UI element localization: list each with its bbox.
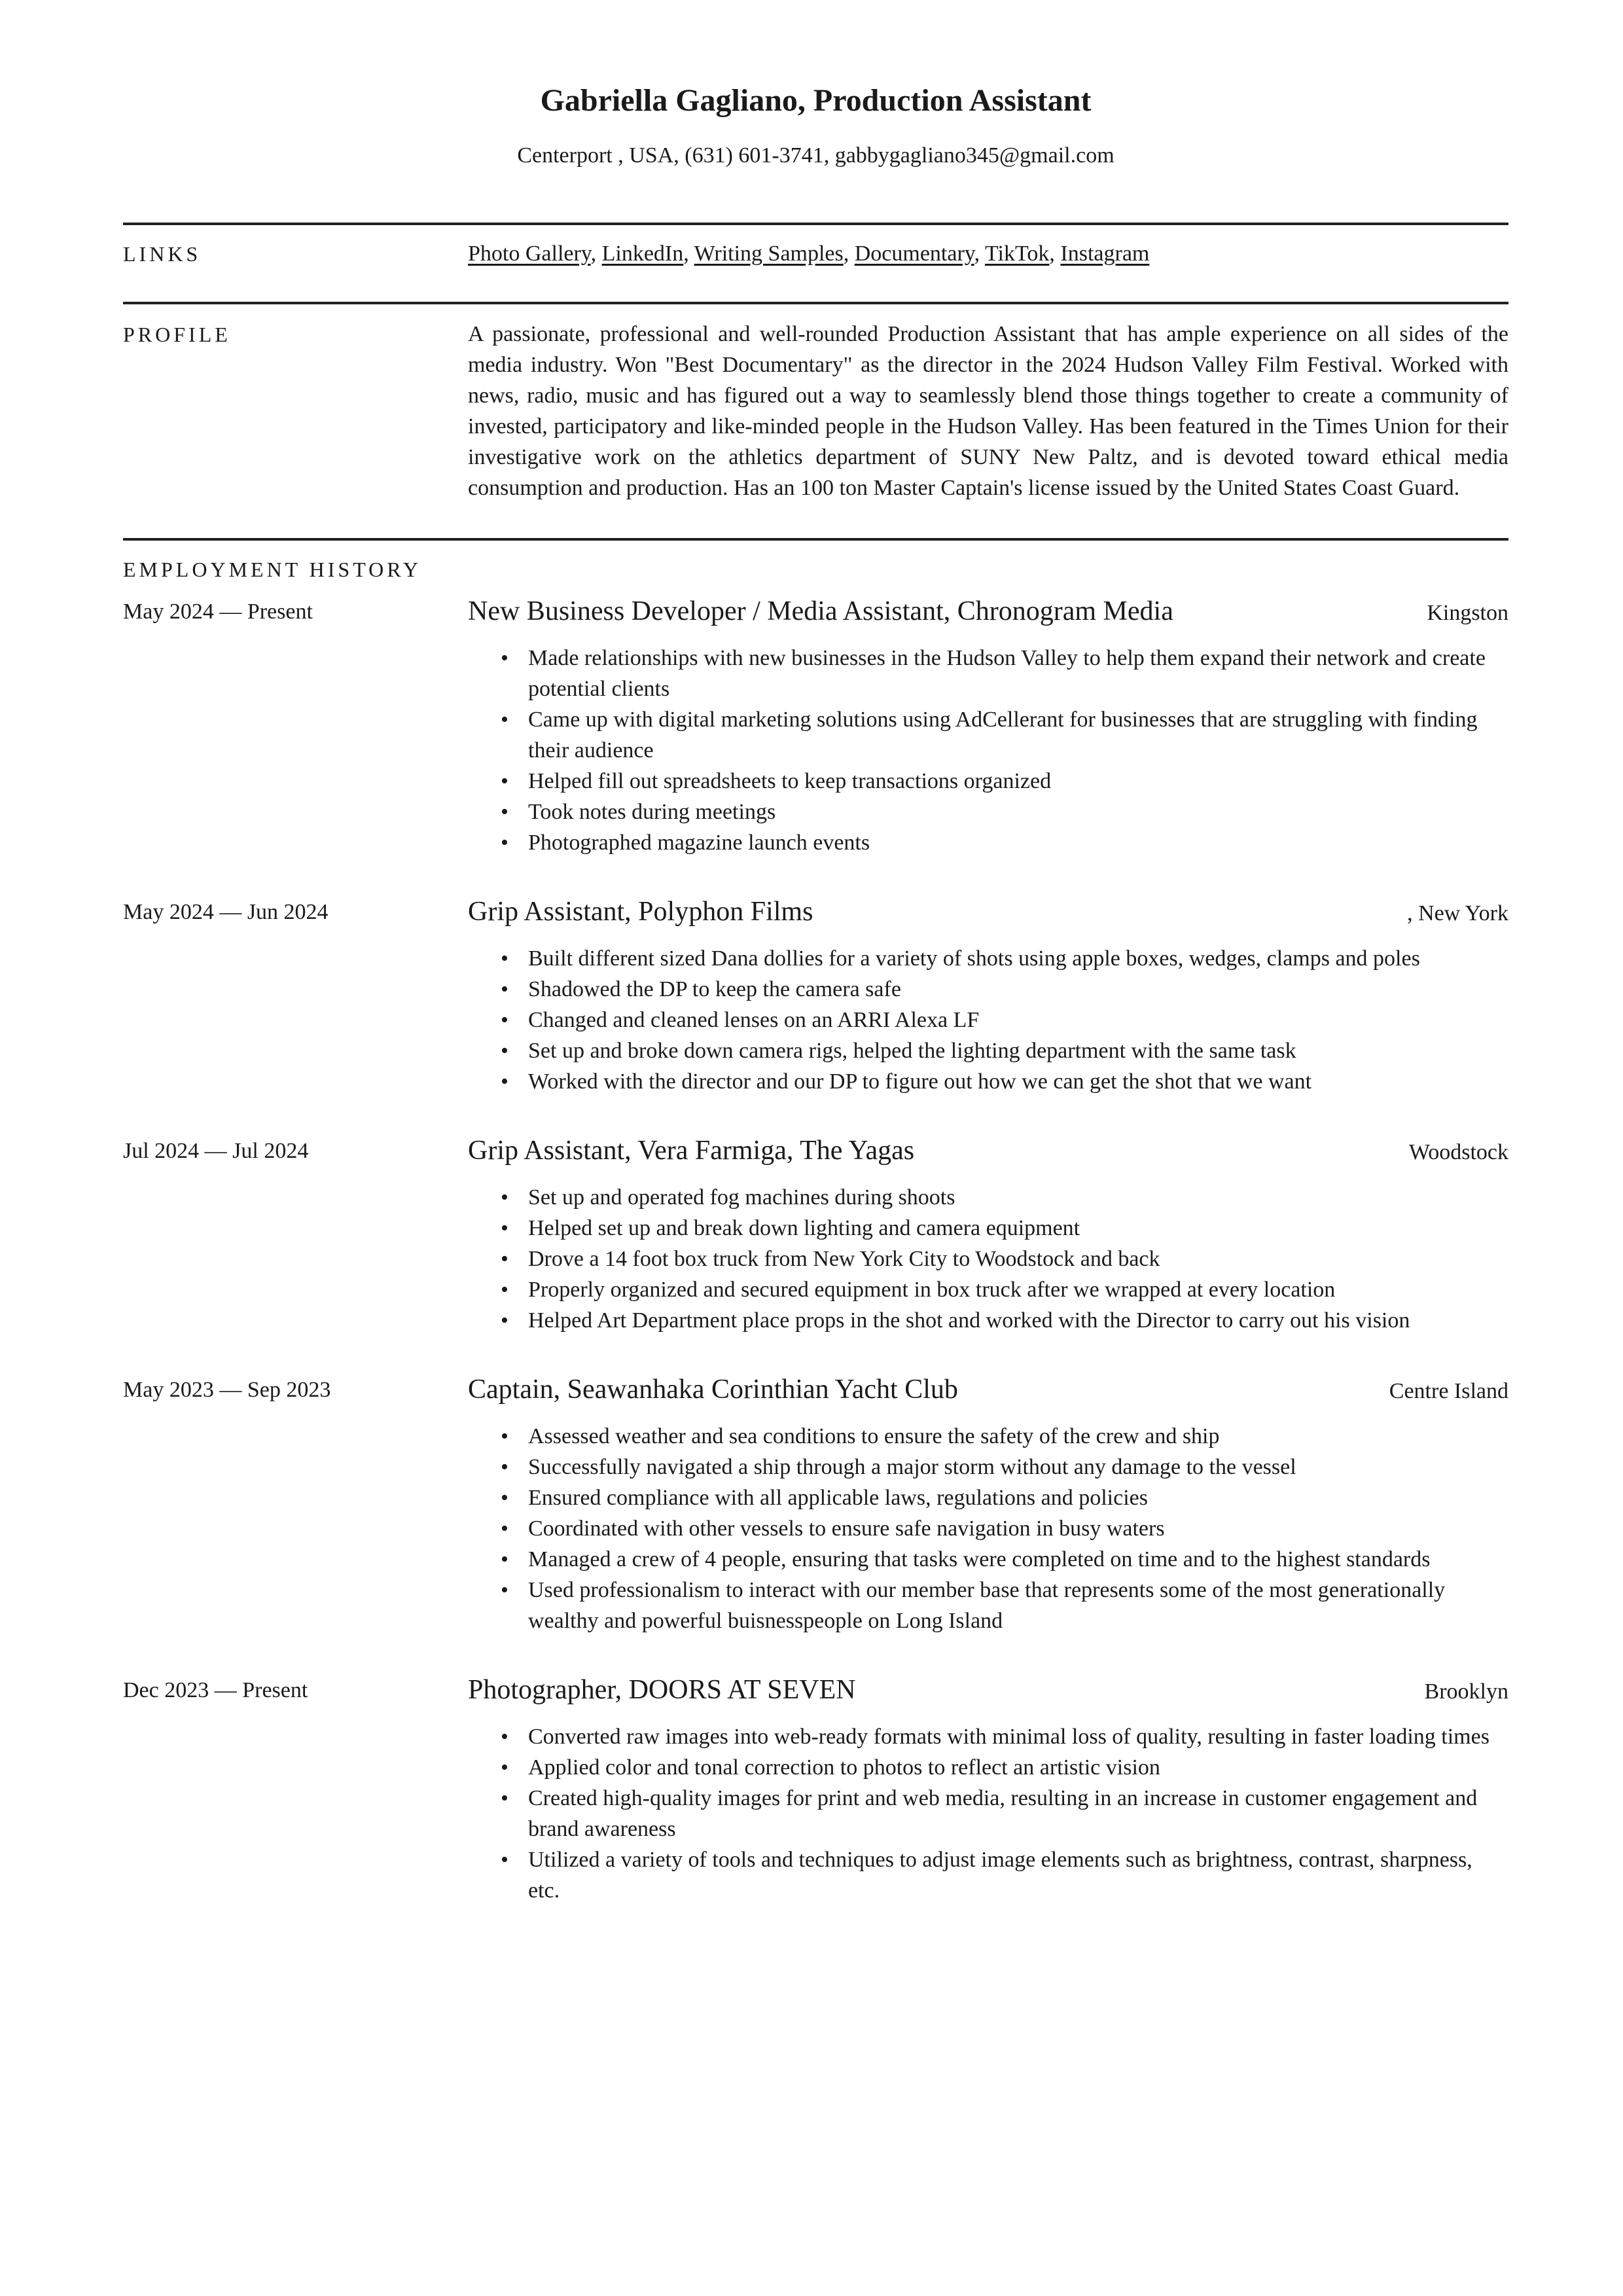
jobs-list (123, 594, 1508, 1906)
link-photo-gallery[interactable]: Photo Gallery (468, 242, 591, 266)
links-label: LINKS (123, 242, 202, 266)
link-documentary[interactable]: Documentary (854, 242, 974, 266)
job-heading (468, 1673, 1508, 1707)
bullet-item: • Properly organized and secured equipment in box truck after we wrapped at every location (468, 1274, 1508, 1305)
employment-section (123, 538, 1508, 584)
bullet-item: • Changed and cleaned lenses on an ARRI Alexa LF (468, 1005, 1508, 1035)
bullet-item: • Shadowed the DP to keep the camera safe (468, 974, 1508, 1005)
bullet-item: • Built different sized Dana dollies for a variety of shots using apple boxes, wedges, clamps and poles (468, 943, 1508, 974)
link-separator: , (1049, 242, 1061, 266)
bullet-item: • Used professionalism to interact with our member base that represents some of the most generationally wealthy and powerful buisnesspeople on Long Island (468, 1575, 1508, 1636)
bullet-item: • Worked with the director and our DP to figure out how we can get the shot that we want (468, 1066, 1508, 1097)
job-heading (468, 594, 1508, 628)
job-heading (468, 1372, 1508, 1407)
contact-info: Centerport , USA, (631) 601-3741, gabbygagliano345@gmail.com (517, 143, 1115, 168)
job-details (468, 1372, 1508, 1636)
job-entry (123, 1673, 1508, 1906)
bullet-item: • Coordinated with other vessels to ensure safe navigation in busy waters (468, 1513, 1508, 1544)
job-title: Captain, Seawanhaka Corinthian Yacht Club (468, 1374, 958, 1405)
job-title: New Business Developer / Media Assistant, Chronogram Media (468, 596, 1173, 626)
profile-body (468, 319, 1508, 538)
job-bullets (468, 1721, 1508, 1906)
profile-section (123, 302, 1508, 538)
bullet-item: • Utilized a variety of tools and techniques to adjust image elements such as brightness, contrast, sharpness, etc. (468, 1844, 1508, 1906)
bullet-item: • Photographed magazine launch events (468, 827, 1508, 858)
job-details (468, 594, 1508, 858)
link-instagram[interactable]: Instagram (1060, 242, 1150, 266)
link-separator: , (974, 242, 985, 266)
job-location: , New York (1407, 901, 1508, 925)
link-separator: , (683, 242, 694, 266)
resume-page (123, 0, 1508, 1906)
candidate-name: Gabriella Gagliano, Production Assistant (540, 83, 1092, 118)
job-details (468, 895, 1508, 1097)
job-bullets (468, 643, 1508, 858)
profile-text: A passionate, professional and well-rounded Production Assistant that has ample experience on all sides of the media industry. Won "Best Documentary" as the director in the 2024 Hudson Valley Film Festival. Worked with news, radio, music and has figured out a way to seamlessly blend those things together to create a community of invested, participatory and like-minded people in the Hudson Valley. Has been featured in the Times Union for their investigative work on the athletics department of SUNY New Paltz, and is devoted toward ethical media consumption and production. Has an 100 ton Master Captain's license issued by the United States Coast Guard. (468, 322, 1508, 500)
job-bullets (468, 943, 1508, 1097)
bullet-item: • Created high-quality images for print and web media, resulting in an increase in customer engagement and brand awareness (468, 1783, 1508, 1844)
bullet-item: • Took notes during meetings (468, 797, 1508, 827)
bullet-item: • Ensured compliance with all applicable laws, regulations and policies (468, 1482, 1508, 1513)
bullet-item: • Made relationships with new businesses in the Hudson Valley to help them expand their network and create potential clients (468, 643, 1508, 704)
job-details (468, 1134, 1508, 1336)
bullet-item: • Successfully navigated a ship through a major storm without any damage to the vessel (468, 1452, 1508, 1482)
profile-label: PROFILE (123, 323, 231, 346)
job-dates: May 2023 — Sep 2023 (123, 1378, 331, 1402)
job-dates: May 2024 — Jun 2024 (123, 900, 329, 924)
bullet-item: • Came up with digital marketing solutions using AdCellerant for businesses that are struggling with finding their audience (468, 704, 1508, 766)
link-separator: , (843, 242, 855, 266)
bullet-item: • Applied color and tonal correction to photos to reflect an artistic vision (468, 1752, 1508, 1783)
job-dates: Dec 2023 — Present (123, 1678, 308, 1702)
link-tiktok[interactable]: TikTok (984, 242, 1050, 266)
job-dates: Jul 2024 — Jul 2024 (123, 1139, 309, 1163)
bullet-item: • Managed a crew of 4 people, ensuring that tasks were completed on time and to the highest standards (468, 1544, 1508, 1575)
job-entry (123, 594, 1508, 858)
job-location: Kingston (1427, 601, 1508, 625)
resume-header (123, 0, 1508, 170)
job-location: Woodstock (1408, 1140, 1508, 1164)
job-title: Grip Assistant, Polyphon Films (468, 897, 813, 927)
job-heading (468, 1134, 1508, 1168)
job-title: Grip Assistant, Vera Farmiga, The Yagas (468, 1136, 915, 1166)
link-separator: , (590, 242, 602, 266)
link-linkedin[interactable]: LinkedIn (601, 242, 684, 266)
bullet-item: • Helped set up and break down lighting and camera equipment (468, 1213, 1508, 1244)
job-location: Brooklyn (1424, 1679, 1508, 1704)
bullet-item: • Assessed weather and sea conditions to ensure the safety of the crew and ship (468, 1421, 1508, 1452)
job-entry (123, 1372, 1508, 1636)
bullet-item: • Set up and broke down camera rigs, helped the lighting department with the same task (468, 1035, 1508, 1066)
links-list (468, 238, 1508, 302)
job-title: Photographer, DOORS AT SEVEN (468, 1675, 856, 1705)
bullet-item: • Helped fill out spreadsheets to keep transactions organized (468, 766, 1508, 797)
job-dates: May 2024 — Present (123, 600, 313, 624)
job-details (468, 1673, 1508, 1906)
job-entry (123, 895, 1508, 1097)
bullet-item: • Converted raw images into web-ready formats with minimal loss of quality, resulting in faster loading times (468, 1721, 1508, 1752)
bullet-item: • Set up and operated fog machines during shoots (468, 1182, 1508, 1213)
job-bullets (468, 1421, 1508, 1636)
link-writing-samples[interactable]: Writing Samples (694, 242, 844, 266)
bullet-item: • Helped Art Department place props in the shot and worked with the Director to carry out his vision (468, 1305, 1508, 1336)
bullet-item: • Drove a 14 foot box truck from New York City to Woodstock and back (468, 1244, 1508, 1274)
job-bullets (468, 1182, 1508, 1336)
job-entry (123, 1134, 1508, 1336)
links-section (123, 223, 1508, 302)
employment-label: EMPLOYMENT HISTORY (123, 558, 421, 581)
job-heading (468, 895, 1508, 929)
job-location: Centre Island (1389, 1379, 1508, 1403)
